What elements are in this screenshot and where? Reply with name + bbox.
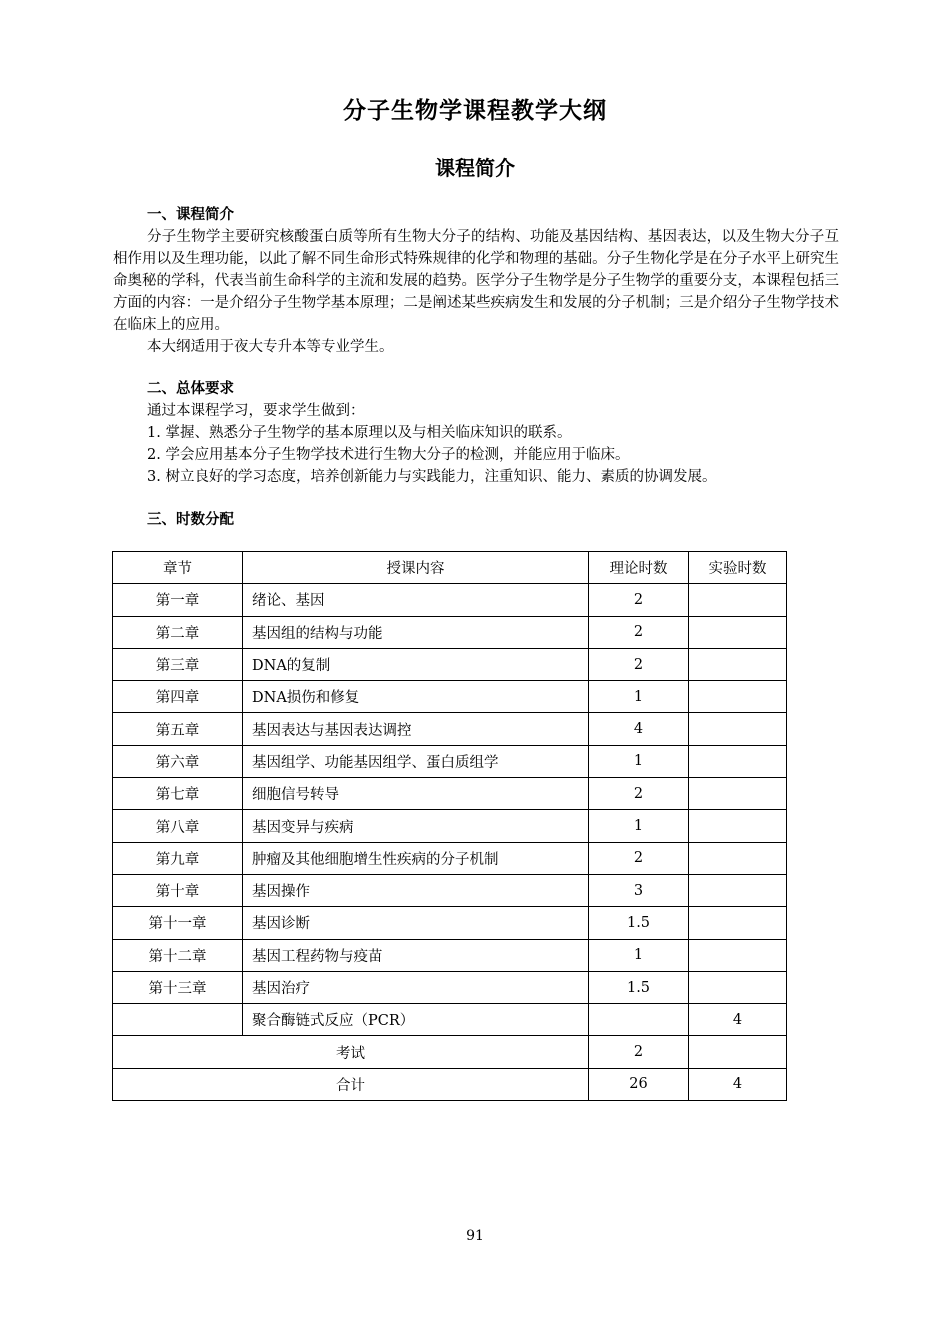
section-heading: 三、时数分配 xyxy=(147,512,234,528)
total-row xyxy=(113,1068,787,1100)
chapter-cell: 第八章 xyxy=(113,810,243,842)
total-label: 合计 xyxy=(113,1068,589,1100)
theory-cell: 2 xyxy=(589,584,689,616)
exam-theory-cell: 2 xyxy=(589,1036,689,1068)
theory-cell: 1 xyxy=(589,939,689,971)
theory-cell: 2 xyxy=(589,616,689,648)
content-cell: 基因诊断 xyxy=(243,907,589,939)
content-cell: 基因变异与疾病 xyxy=(243,810,589,842)
table-row xyxy=(113,648,787,680)
content-cell: 聚合酶链式反应（PCR） xyxy=(243,1004,589,1036)
lab-cell xyxy=(689,939,787,971)
theory-cell: 3 xyxy=(589,874,689,906)
lab-cell xyxy=(689,681,787,713)
list-item: 1. 掌握、熟悉分子生物学的基本原理以及与相关临床知识的联系。 xyxy=(147,425,572,441)
section-hours xyxy=(113,509,839,531)
total-theory-cell: 26 xyxy=(589,1068,689,1100)
lab-cell xyxy=(689,745,787,777)
theory-cell: 2 xyxy=(589,778,689,810)
lab-cell xyxy=(689,584,787,616)
page-subtitle: 课程简介 xyxy=(435,156,515,180)
section-heading: 二、总体要求 xyxy=(147,381,234,397)
header-content: 授课内容 xyxy=(243,552,589,584)
content-cell: 基因表达与基因表达调控 xyxy=(243,713,589,745)
content-cell: 肿瘤及其他细胞增生性疾病的分子机制 xyxy=(243,842,589,874)
scope-paragraph: 本大纲适用于夜大专升本等专业学生。 xyxy=(147,339,394,355)
table-row xyxy=(113,1004,787,1036)
hours-table xyxy=(112,551,787,1101)
table-row xyxy=(113,971,787,1003)
chapter-cell: 第十一章 xyxy=(113,907,243,939)
page-title: 分子生物学课程教学大纲 xyxy=(343,98,607,124)
theory-cell: 1 xyxy=(589,810,689,842)
chapter-cell: 第十二章 xyxy=(113,939,243,971)
lab-cell: 4 xyxy=(689,1004,787,1036)
lab-cell xyxy=(689,648,787,680)
header-chapter: 章节 xyxy=(113,552,243,584)
lab-cell xyxy=(689,810,787,842)
intro-paragraph: 分子生物学主要研究核酸蛋白质等所有生物大分子的结构、功能及基因结构、基因表达，以及生物大分子互相作用以及生理功能，以此了解不同生命形式特殊规律的化学和物理的基础。分子生物化学是在分子水平上研究生命奥秘的学科，代表当前生命科学的主流和发展的趋势。医学分子生物学是分子生物学的重要分支，本课程包括三方面的内容：一是介绍分子生物学基本原理；二是阐述某些疾病发生和发展的分子机制；三是介绍分子生物学技术在临床上的应用。 xyxy=(113,229,839,333)
table-row xyxy=(113,907,787,939)
chapter-cell: 第一章 xyxy=(113,584,243,616)
theory-cell: 1 xyxy=(589,745,689,777)
chapter-cell: 第三章 xyxy=(113,648,243,680)
lab-cell xyxy=(689,971,787,1003)
exam-label: 考试 xyxy=(113,1036,589,1068)
list-item: 3. 树立良好的学习态度，培养创新能力与实践能力，注重知识、能力、素质的协调发展。 xyxy=(147,469,717,485)
section-course-intro xyxy=(113,204,839,358)
section-heading: 一、课程简介 xyxy=(147,207,234,223)
table-row xyxy=(113,584,787,616)
chapter-cell: 第四章 xyxy=(113,681,243,713)
content-cell: 基因组学、功能基因组学、蛋白质组学 xyxy=(243,745,589,777)
chapter-cell: 第七章 xyxy=(113,778,243,810)
content-cell: DNA的复制 xyxy=(243,648,589,680)
content-cell: 基因操作 xyxy=(243,874,589,906)
table-row xyxy=(113,778,787,810)
content-cell: 基因工程药物与疫苗 xyxy=(243,939,589,971)
list-item: 2. 学会应用基本分子生物学技术进行生物大分子的检测，并能应用于临床。 xyxy=(147,447,630,463)
content-cell: DNA损伤和修复 xyxy=(243,681,589,713)
exam-lab-cell xyxy=(689,1036,787,1068)
table-row xyxy=(113,681,787,713)
lab-cell xyxy=(689,842,787,874)
requirements-intro: 通过本课程学习，要求学生做到： xyxy=(147,403,365,419)
exam-row xyxy=(113,1036,787,1068)
content-cell: 细胞信号转导 xyxy=(243,778,589,810)
theory-cell: 1.5 xyxy=(589,971,689,1003)
content-cell: 基因组的结构与功能 xyxy=(243,616,589,648)
section-requirements xyxy=(113,378,839,488)
table-row xyxy=(113,810,787,842)
chapter-cell: 第十三章 xyxy=(113,971,243,1003)
theory-cell: 1.5 xyxy=(589,907,689,939)
chapter-cell: 第五章 xyxy=(113,713,243,745)
table-row xyxy=(113,842,787,874)
header-lab-hours: 实验时数 xyxy=(689,552,787,584)
theory-cell: 4 xyxy=(589,713,689,745)
theory-cell: 1 xyxy=(589,681,689,713)
lab-cell xyxy=(689,907,787,939)
header-theory-hours: 理论时数 xyxy=(589,552,689,584)
lab-cell xyxy=(689,616,787,648)
content-cell: 绪论、基因 xyxy=(243,584,589,616)
theory-cell xyxy=(589,1004,689,1036)
chapter-cell: 第二章 xyxy=(113,616,243,648)
lab-cell xyxy=(689,874,787,906)
total-lab-cell: 4 xyxy=(689,1068,787,1100)
chapter-cell xyxy=(113,1004,243,1036)
table-row xyxy=(113,745,787,777)
table-header-row xyxy=(113,552,787,584)
theory-cell: 2 xyxy=(589,842,689,874)
theory-cell: 2 xyxy=(589,648,689,680)
lab-cell xyxy=(689,778,787,810)
lab-cell xyxy=(689,713,787,745)
table-row xyxy=(113,939,787,971)
chapter-cell: 第六章 xyxy=(113,745,243,777)
table-row xyxy=(113,616,787,648)
content-cell: 基因治疗 xyxy=(243,971,589,1003)
chapter-cell: 第十章 xyxy=(113,874,243,906)
table-row xyxy=(113,713,787,745)
table-row xyxy=(113,874,787,906)
chapter-cell: 第九章 xyxy=(113,842,243,874)
page-number: 91 xyxy=(466,1228,484,1244)
